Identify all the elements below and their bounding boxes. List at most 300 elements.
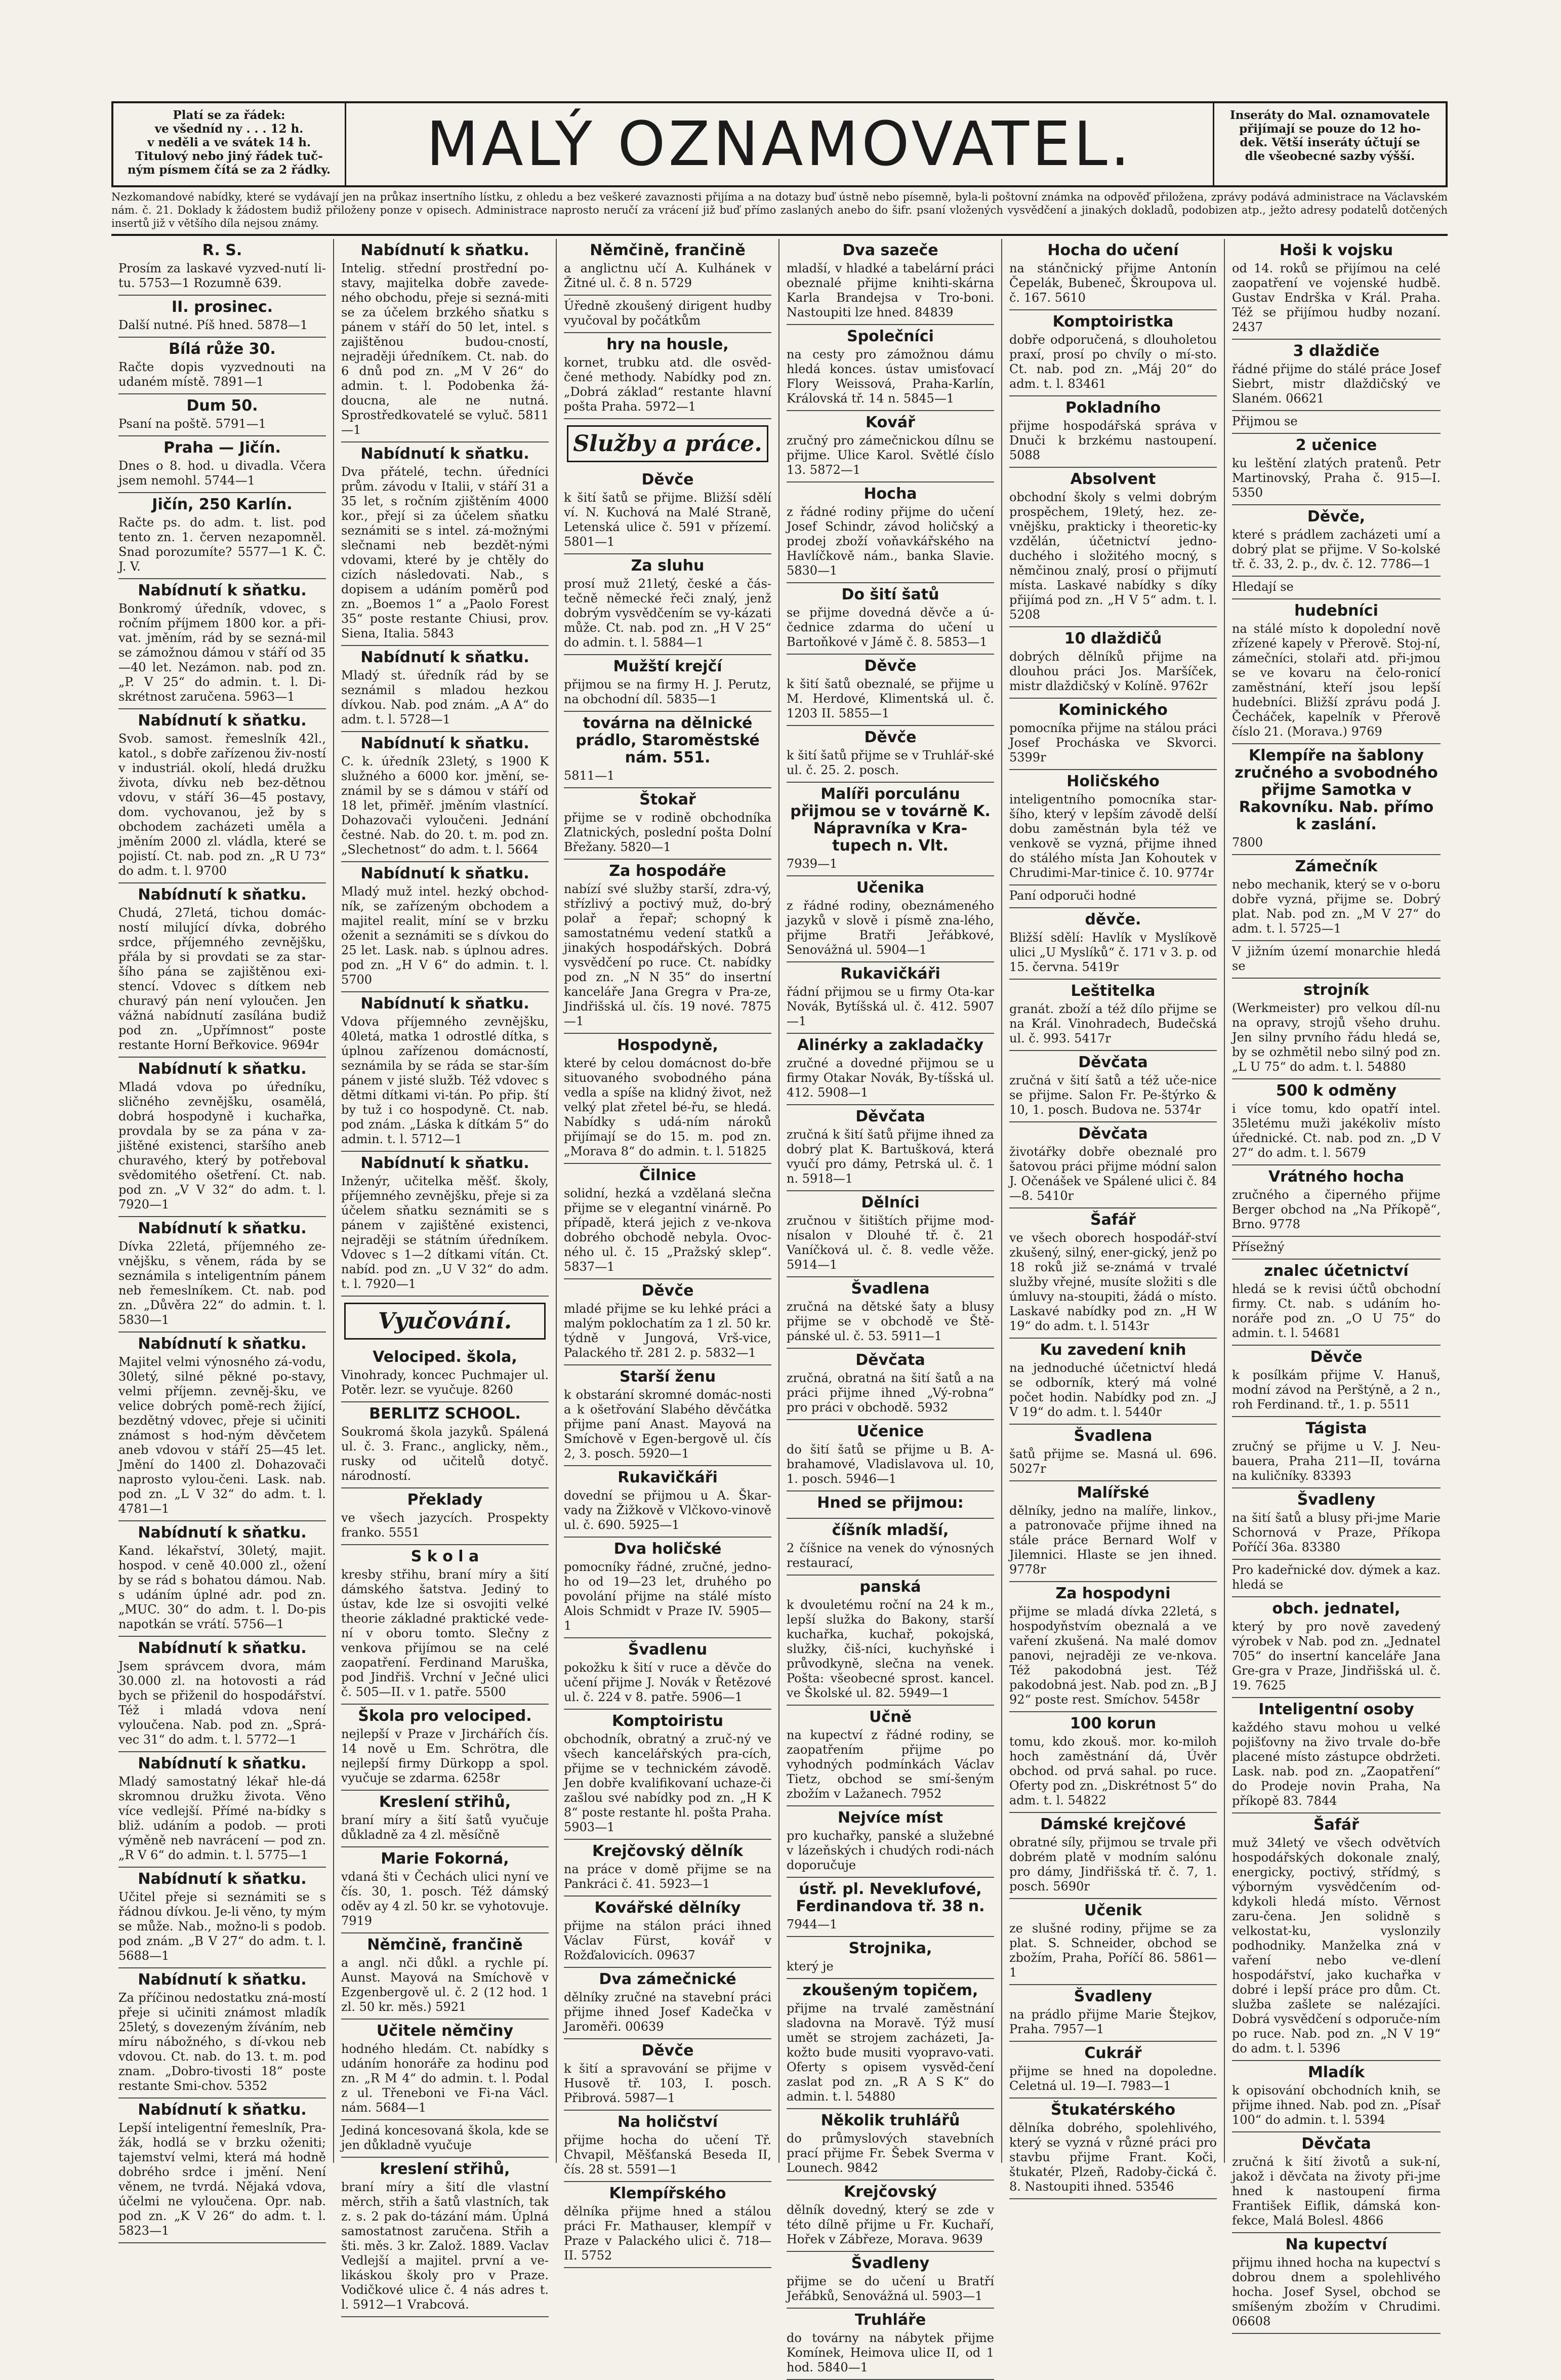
classified-ad <box>1009 627 1217 699</box>
ad-body: dělníky zručné na stavební práci přijme ihned Josef Kadečka v Jaroměři. 00639 <box>564 1990 771 2034</box>
ad-heading: ústř. pl. Neveklufové, Ferdinandova tř. 38 n. <box>796 1880 985 1915</box>
classified-ad <box>564 860 771 1034</box>
classified-ad <box>564 1840 771 1897</box>
ad-body: mladé přijme se ku lehké práci a malým poklochatím za 1 zl. 50 kr. týdně v Jungová, Vrš-vice, Palackého tř. 281 2. p. 5832—1 <box>564 1302 771 1360</box>
ad-heading: Krejčovský <box>844 2183 937 2201</box>
classified-ad <box>564 1968 771 2039</box>
ad-heading: Jičín, 250 Karlín. <box>152 496 293 513</box>
page-title: MALÝ OZNAMOVATEL. <box>426 109 1133 180</box>
ad-body: (Werkmeister) pro velkou díl-nu na opravy, strojů všeho druhu. Jen silny prvního řádu hledá se, by se ozhmětil nebo silný pod zn. „L U 75“ do adm. t. l. 54880 <box>1232 1001 1441 1074</box>
ad-heading: Tágista <box>1305 1420 1367 1437</box>
ad-heading: Komptoiristu <box>612 1712 723 1730</box>
ad-heading: 3 dlaždiče <box>1293 342 1380 360</box>
ad-body: se přijme dovedná děvče a ú-čednice zdarma do učení u Bartoňkové v Jámě č. 8. 5853—1 <box>787 606 994 649</box>
classified-ad <box>118 2099 326 2243</box>
ad-heading: Mladík <box>1307 2064 1365 2081</box>
ad-heading: Pokladního <box>1065 399 1161 417</box>
classified-ad <box>787 1491 994 1519</box>
ad-body: Přijmou se <box>1232 414 1298 428</box>
ad-heading: Hospodyně, <box>617 1036 718 1054</box>
ad-body: Svob. samost. řemeslník 42l., katol., s dobře zařízenou živ-ností v industriál. okolí, hledá družku života, dívku neb bez-dětnou vdovu, v stáří 36—45 postavy, dom. vychovanou, jež by s obchodem zacházeti uměla a jměním 2000 zl. vládla, které se pojistí. Ct. nab. pod zn. „R U 73“ do adm. t. l. 9700 <box>118 732 326 878</box>
intro-notice: Nezkomandové nabídky, které se vydávají jen na průkaz insertního lístku, z ohledu a bez veškeré zavaznosti přijíma a na dotazy buď ústně nebo písemně, byla-li poštovní známka na odpověď přiložena, zprávy podává administrace na Václavském nám. č. 21. Doklady k žádostem budiž přiloženy ponze v opisech. Administrace naprosto neručí za vrácení již buď přímo zaslaných anebo do šifr. psaní vložených vysvědčení a jinakých dokladů, podobizen atp., ježto adresy podatelů dotčených insertů již v většího díla nejsou známy. <box>111 191 1448 229</box>
classified-ad <box>1232 1698 1441 1813</box>
ad-heading: Nabídnutí k sňatku. <box>360 995 529 1013</box>
ad-column <box>334 239 557 2312</box>
ad-body: kornet, trubku atd. dle osvěd-čené methody. Nabídky pod zn. „Dobrá základ“ restante hlavní pošta Praha. 5972—1 <box>564 355 771 414</box>
ad-body: pro kuchařky, panské a služebné v lázeňských i chudých rodi-nách doporučuje <box>787 1829 994 1872</box>
ad-heading: Za hospodyni <box>1055 1585 1171 1602</box>
ad-heading: Němčině, frančině <box>367 1936 523 1954</box>
ad-body: který je <box>787 1959 834 1973</box>
classified-ad <box>341 1488 549 1545</box>
ad-body: Vinohrady, koncec Puchmajer ul. Potěr. lezr. se vyučuje. 8260 <box>341 1368 549 1397</box>
ad-heading: Štokař <box>639 791 696 809</box>
classified-ad <box>1009 908 1217 980</box>
ad-heading: Mužští krejčí <box>613 658 722 675</box>
ad-heading: Děvče <box>864 729 917 746</box>
ad-body: na kupectví z řádné rodiny, se zaopatřením přijme po vyhodných podmínkách Václav Tietz, obchod se smí-šeným zbožím v Lažanech. 7952 <box>787 1728 994 1801</box>
classified-ad <box>564 788 771 860</box>
ad-body: pomocníky řádné, zručné, jedno-ho od 19—23 let, druhého po povolání přijme na stálé místo Alois Schmidt v Praze IV. 5905—1 <box>564 1560 771 1633</box>
classified-ad <box>118 239 326 296</box>
ad-heading: Dum 50. <box>186 397 258 415</box>
ad-heading: Šafář <box>1313 1816 1359 1834</box>
classified-ad <box>1232 434 1441 505</box>
ad-heading: 100 korun <box>1070 1715 1157 1732</box>
classified-ad <box>118 394 326 436</box>
rates-line: ve všedníd ny . . . 12 h. <box>154 122 304 136</box>
ad-body: Jediná koncesovaná škola, kde se jen důkladně vyučuje <box>341 2123 549 2152</box>
ad-body: k šití šatů obeznalé, se přijme u M. Herdové, Klimentská ul. č. 1203 II. 5855—1 <box>787 677 994 720</box>
classified-ad <box>787 655 994 726</box>
ad-heading: Nabídnutí k sňatku. <box>138 712 307 730</box>
ad-body: k šití šatů se přijme. Bližší sdělí ví. N. Kuchová na Malé Straně, Letenská ulice č. 591 v přízemí. 5801—1 <box>564 491 771 549</box>
ad-body: zručného a čiperného přijme Berger obchod na „Na Příkopě“, Brno. 9778 <box>1232 1188 1441 1231</box>
ad-heading: Děvčata <box>1078 1054 1148 1071</box>
ad-body: Chudá, 27letá, tichou domác-ností milující dívka, dobrého srdce, příjemného zevnějšku, přála by si provdati se za star-šího pána se zajištěnou exi-stencí. Vdovec s dítkem neb churavý pán není vyloučen. Jen vážná nabídnutí zasílána budiž pod zn. „Upřímnost“ poste restante Horní Beřkovice. 9694r <box>118 906 326 1052</box>
ad-heading: Starší ženu <box>619 1368 716 1386</box>
classified-ad <box>341 732 549 862</box>
ad-heading: Alinérky a zakladačky <box>797 1036 984 1054</box>
ad-heading: Učně <box>869 1708 912 1726</box>
ad-heading: Malíři porculánu přijmou se v továrně K. Nápravníka v Kra-tupech n. Vlt. <box>790 785 991 855</box>
ad-body: přijmu ihned hocha na kupectví s dobrou dnem a spolehlivého hocha. Josef Sysel, obchod se smíšeným zbožím v Chrudimi. 06608 <box>1232 2255 1441 2328</box>
ad-body: tomu, kdo zkouš. mor. ko-miloh hoch zaměstnání dá, Úvěr obchod. od prvá sahal. po ruce. Oferty pod zn. „Diskrétnost 5“ do adm. t. l. 54822 <box>1009 1734 1217 1807</box>
deadline-line: dek. Větší inseráty účtují se <box>1240 136 1420 149</box>
ad-column <box>111 239 334 2238</box>
classified-ad <box>118 1333 326 1521</box>
classified-ad <box>1232 2233 1441 2334</box>
ad-body: Učitel přeje si seznámiti se s řádnou dívkou. Je-li věno, ty mým se může. Nab., možno-li s podob. pod znám. „B V 27“ do adm. t. l. 5688—1 <box>118 1890 326 1963</box>
ad-body: Dva přátelé, techn. úředníci prům. závodu v Italii, v stáří 31 a 35 let, s ročním zjištěním 4000 kor., přejí si za účelem sňatku seznámiti se s intel. zá-možnými slečnami neb bezdět-nými vdovami, které by je chtěly do cizích následovati. Nab., s dopisem a udáním poměrů pod zn. „Boemos 1“ a „Paolo Forest 35“ poste restante Chiusi, prov. Siena, Italia. 5843 <box>341 465 549 640</box>
ad-body: Jsem správcem dvora, mám 30.000 zl. na hotovosti a rád bych se přiženil do hospodářství. Též i mladá vdova není vyloučena. Nab. pod zn. „Sprá-vec 31“ do adm. t. l. 5772—1 <box>118 1659 326 1747</box>
classified-ad <box>564 1710 771 1840</box>
ad-heading: Nabídnutí k sňatku. <box>138 1060 307 1078</box>
ad-heading: Nabídnutí k sňatku. <box>360 865 529 882</box>
ad-body: 7944—1 <box>787 1917 838 1931</box>
ad-heading: panská <box>859 1578 921 1596</box>
classified-ad <box>1009 468 1217 627</box>
ad-body: ze slušné rodiny, přijme se za plat. S. Schneider, obchod se zbožím, Praha, Poříčí 86. 5861—1 <box>1009 1921 1217 1980</box>
classified-ad <box>787 726 994 783</box>
classified-ad <box>787 1277 994 1349</box>
ad-heading: Klempířského <box>609 2185 726 2202</box>
classified-ad <box>1009 1481 1217 1582</box>
ad-body: přijme hocha do učení Tř. Chvapil, Měšťanská Beseda II, čís. 28 st. 5591—1 <box>564 2133 771 2176</box>
classified-ad <box>341 646 549 732</box>
classified-ad <box>118 493 326 579</box>
ad-heading: II. prosinec. <box>171 298 273 316</box>
ad-heading: Absolvent <box>1070 470 1156 488</box>
ad-columns <box>111 239 1448 2374</box>
ad-column <box>557 239 779 2263</box>
ad-body: Intelig. střední prostřední po-stavy, majitelka dobře zavede-ného obchodu, přeje si sezná-miti se za účelem brzkého sňatku s pánem v stáří do 50 let, intel. s zajištěnou budou-cností, nejraději úředníkem. Ct. nab. do 6 dnů pod zn. „M V 26“ do admin. t. l. Podobenka žá-doucna, ale ne nutná. Sprostředkovatelé se vyluč. 5811—1 <box>341 261 549 437</box>
classified-ad <box>1232 979 1441 1079</box>
ad-body: obchodní školy s velmi dobrým prospěchem, 19letý, hez. ze-vnějšku, prakticky i theoretic-ky vzdělán, účetnictví jedno-duchého i složitého mocný, s němčinou znalý, prosí o přijmutí místa. Laskavé nabídky s díky přijímá pod zn. „H V 5“ adm. t. l. 5208 <box>1009 490 1217 622</box>
ad-body: mladší, v hladké a tabelární práci obeznalé přijme knihti-skárna Karla Brandejsa v Tro-boni. Nastoupiti lze hned. 84839 <box>787 261 994 319</box>
newspaper-page <box>111 101 1448 2374</box>
classified-ad <box>787 2252 994 2309</box>
classified-ad <box>564 1279 771 1365</box>
deadline-line: přijímají se pouze do 12 ho- <box>1239 122 1421 136</box>
classified-ad <box>787 1706 994 1806</box>
ad-heading: Nabídnutí k sňatku. <box>138 582 307 599</box>
classified-ad <box>1009 310 1217 396</box>
classified-ad <box>787 482 994 583</box>
ad-body: Mladý samostatný lékař hle-dá skromnou družku života. Věno více vedlejší. Přímé na-bídky s bliž. udáním a podob. — proti výměně neb navrácení — pod zn. „R V 6“ do admin. t. l. 5775—1 <box>118 1774 326 1862</box>
ad-column <box>1002 239 1225 2194</box>
rates-line: Platí se za řádek: <box>173 108 285 122</box>
ad-heading: Kreslení střihů, <box>379 1793 511 1811</box>
ad-body: Hledají se <box>1232 580 1294 594</box>
classified-ad <box>341 1933 549 2020</box>
ad-heading: Dva zámečnické <box>599 1970 736 1988</box>
classified-ad <box>341 2020 549 2120</box>
classified-ad <box>787 583 994 655</box>
classified-ad <box>564 554 771 655</box>
rates-line: ným písmem čítá se za 2 řádky. <box>127 163 331 177</box>
classified-ad <box>1232 2132 1441 2233</box>
ad-heading: Nabídnutí k sňatku. <box>360 241 529 259</box>
ad-body: dobře odporučená, s dlouholetou praxí, prosí po chvíly o mí-sto. Ct. nab. pod zn. „Máj 20“ do adm. t. l. 83461 <box>1009 333 1217 391</box>
ad-heading: Hocha <box>864 485 917 503</box>
classified-ad <box>1009 1122 1217 1208</box>
ad-heading: Švadleny <box>1297 1491 1376 1509</box>
ad-heading: Malířské <box>1077 1484 1149 1502</box>
ad-body: dělníka dobrého, spolehlivého, který se vyzná v různé práci pro stavbu přijme Frant. Koči, štukatér, Plzeň, Radoby-čická č. 8. Nastoupiti ihned. 53546 <box>1009 2121 1217 2194</box>
ad-body: muž 34letý ve všech odvětvích hospodářských dokonale znalý, energicky, poctivý, střídmý, s výborným vysvědčením od-kdykoli hledá místo. Věrnost zaru-čena. Jen solidně s velkostat-ku, vyslonzily podhodniky. Manželka zná v vaření nebo ve-dlení hospodářství, jako kuchařka v dobré i lepší práce pro dům. Ct. služba zašlete se nalézajíci. Dobrá vysvědčení s odporuče-ním po ruce. Nab. pod zn. „N V 19“ do adm. t. l. 5396 <box>1232 1836 1441 2055</box>
ad-body: Soukromá škola jazyků. Spálená ul. č. 3. Franc., anglicky, něm., rusky od učitelů dotyč. národností. <box>341 1425 549 1483</box>
classified-ad <box>787 2181 994 2252</box>
classified-ad <box>1232 411 1441 434</box>
ad-body: Kand. lékařství, 30letý, majit. hospod. v ceně 40.000 zl., ožení by se rád s bohatou dámou. Nab. s udáním úplné adr. pod zn. „MUC. 30“ do adm. t. l. Do-pis napotkán se vrátí. 5756—1 <box>118 1544 326 1631</box>
classified-ad <box>1009 1712 1217 1813</box>
ad-body: ku leštění zlatých pratenů. Petr Martinovský, Praha č. 915—I. 5350 <box>1232 456 1441 500</box>
ad-heading: Děvče <box>864 657 917 675</box>
classified-ad <box>564 1897 771 1968</box>
ad-body: V jižním území monarchie hledá se <box>1232 944 1441 973</box>
ad-heading: Na holičství <box>617 2113 718 2131</box>
ad-body: do továrny na nábytek přijme Komínek, Heimova ulice II, od 1 hod. 5840—1 <box>787 2331 994 2374</box>
ad-body: zručná k šití životů a suk-ní, jakož i děvčata na životy při-jme hned k nastoupení firma František Eiflik, dámská kon-fekce, Malá Bolesl. 4866 <box>1232 2155 1441 2228</box>
classified-ad <box>564 1538 771 1638</box>
classified-ad <box>787 1105 994 1191</box>
ad-body: k dvouletému roční na 24 k m., lepší služka do Bakony, starší kuchařka, kuchař, pokojská, služky, čiš-níci, kuchyňské i průvodkyně, slečna na venek. Pošta: všeobecné sprost. kancel. ve Školské ul. 82. 5949—1 <box>787 1598 994 1700</box>
ad-heading: Nabídnutí k sňatku. <box>138 1971 307 1989</box>
ad-heading: Švadlena <box>851 1280 930 1298</box>
ad-body: 2 číšnice na venek do výnosných restaurací, <box>787 1541 994 1570</box>
ad-body: i více tomu, kdo opatří intel. 35letému muži jakékoliv místo úřednické. Ct. nab. pod zn. „D V 27“ do adm. t. l. 5679 <box>1232 1102 1441 1160</box>
ad-heading: Praha — Jičín. <box>163 439 281 457</box>
rates-box <box>113 103 346 185</box>
ad-body: ve všech jazycích. Prospekty franko. 5551 <box>341 1511 549 1540</box>
classified-ad <box>564 296 771 333</box>
classified-ad <box>1009 980 1217 1051</box>
classified-ad <box>1232 599 1441 744</box>
ad-heading: Čilnice <box>639 1166 696 1184</box>
ad-body: od 14. roků se přijímou na celé zaopatření ve vojenské hudbě. Gustav Endrška v Král. Praha. Též se přijímou hudby nozaní. 2437 <box>1232 261 1441 334</box>
classified-ad <box>341 1402 549 1488</box>
ad-heading: Kominického <box>1058 701 1168 719</box>
classified-ad <box>1232 1165 1441 1237</box>
classified-ad <box>118 296 326 338</box>
ad-body: přijme na trvalé zaměstnání sladovna na Moravě. Týž musí umět se strojem zacházeti, Ja-kožto bude musiti vyopravo-vati. Oferty s opisem vysvěd-čení zaslat pod zn. „R A S K“ do admin. t. l. 54880 <box>787 2001 994 2104</box>
ad-body: z řádné rodiny přijme do učení Josef Schindr, závod holičský a prodej zboží voňavkářského na Havlíčkově nám., banka Slavie. 5830—1 <box>787 505 994 578</box>
classified-ad <box>1232 1346 1441 1417</box>
classified-ad <box>787 2109 994 2181</box>
ad-body: na jednoduché účetnictví hledá se odborník, který má volné počet hodin. Nabídky pod zn. „J V 19“ do adm. t. l. 5440r <box>1009 1361 1217 1419</box>
ad-body: dovední se přijmou u A. Škar-vady na Žižkově v Vlčkovo-vinově ul. č. 690. 5925—1 <box>564 1488 771 1532</box>
ad-heading: Nabídnutí k sňatku. <box>138 1220 307 1237</box>
ad-heading: Hoši k vojsku <box>1279 241 1393 259</box>
ad-heading: Nabídnutí k sňatku. <box>360 1154 529 1172</box>
ad-heading: Inteligentní osoby <box>1258 1701 1414 1718</box>
ad-body: přijme se mladá dívka 22letá, s hospodyňstvím obeznalá a ve vaření zkušená. Na malé domov panovi, nejraději ze ve-nkova. Též pakodobná jest. Též pakodobná jest. Nab. pod zn. „B J 92“ poste rest. Smíchov. 5458r <box>1009 1604 1217 1707</box>
ad-heading: Štukatérského <box>1050 2101 1176 2119</box>
ad-heading: Šafář <box>1090 1211 1136 1229</box>
ad-body: dělníky, jedno na malíře, linkov., a patronovače přijme ihned na stále práce Bernard Wolf v Jilemnici. Hlaste se jen ihned. 9778r <box>1009 1504 1217 1577</box>
ad-body: který by pro nově zavedený výrobek v Nab. pod zn. „Jednatel 705“ do insertní kanceláře Jana Gre-gra v Praze, Jindřišská ul. č. 19. 7625 <box>1232 1620 1441 1692</box>
classified-ad <box>1009 1582 1217 1712</box>
ad-body: Úředně zkoušený dirigent hudby vyučoval by počátkům <box>564 299 771 328</box>
ad-heading: BERLITZ SCHOOL. <box>369 1405 521 1423</box>
ad-heading: Děvče <box>641 471 694 489</box>
classified-ad <box>787 1937 994 1979</box>
ad-body: na prádlo přijme Marie Štejkov, Praha. 7957—1 <box>1009 2007 1217 2036</box>
deadline-box <box>1213 103 1446 185</box>
ad-heading: Nabídnutí k sňatku. <box>138 1755 307 1772</box>
ad-body: na stánčnický přijme Antonín Čepelák, Bubeneč, Škroupova ul. č. 167. 5610 <box>1009 261 1217 305</box>
ad-heading: Vrátného hocha <box>1268 1168 1405 1186</box>
ad-heading: Nabídnutí k sňatku. <box>138 1870 307 1888</box>
classified-ad <box>564 655 771 712</box>
classified-ad <box>341 1545 549 1705</box>
ad-body: dělníka přijme hned a stálou práci Fr. Mathauser, klempíř v Praze v Palackého ulici č. 718—II. 5752 <box>564 2204 771 2263</box>
ad-body: zručné a dovedné přijmou se u firmy Otakar Novák, By-tíšská ul. 412. 5908—1 <box>787 1056 994 1100</box>
ad-column <box>1225 239 1448 2328</box>
ad-body: řádní přijmou se u firmy Ota-kar Novák, Bytíšská ul. č. 412. 5907—1 <box>787 985 994 1028</box>
ad-body: ve všech oborech hospodář-ství zkušený, silný, ener-gický, jenž po 18 roků již se-známá v trvalé služby vřejné, musíte složiti s dle úmluvy na-stoupiti, žádá o místo. Laskavé nabídky pod zn. „H W 19“ do adm. t. l. 5143r <box>1009 1231 1217 1333</box>
classified-ad <box>341 992 549 1152</box>
classified-ad <box>1009 699 1217 770</box>
classified-ad <box>1232 1813 1441 2061</box>
classified-ad <box>1009 2042 1217 2099</box>
ad-body: Prosím za laskavé vyzved-nutí li-tu. 5753—1 Rozumně 639. <box>118 261 326 290</box>
ad-heading: Hned se přijmou: <box>817 1494 964 1512</box>
ad-heading: Komptoiristka <box>1052 313 1174 331</box>
classified-ad <box>787 1420 994 1491</box>
ad-body: Paní odporuči hodné <box>1009 889 1136 903</box>
classified-ad <box>787 1878 994 1937</box>
ad-body: Majitel velmi výnosného zá-vodu, 30letý, silné pěkné po-stavy, velmi příjemn. zevněj-šku, ve velice dobrých pomě-rech žijící, bezdětný vdovec, přeje si učiniti známost s hod-ným děvčetem aneb vdovou v stáří 25—45 let. Jmění do 1400 zl. Dohazovači naprosto vylou-čeni. Lask. nab. pod zn. „L V 32“ do adm. t. l. 4781—1 <box>118 1355 326 1516</box>
ad-body: zručný pro zámečnickou dílnu se přijme. Ulice Karol. Světlé číslo 13. 5872—1 <box>787 433 994 477</box>
ad-heading: Děvče <box>641 1282 694 1300</box>
classified-ad <box>564 1466 771 1538</box>
ad-body: pomocníka přijme na stálou práci Josef Procháska ve Skvorci. 5399r <box>1009 721 1217 764</box>
ad-body: do šití šatů se přijme u B. A-brahamové, Vladislavova ul. 10, 1. posch. 5946—1 <box>787 1442 994 1486</box>
ad-body: na práce v domě přijme se na Pankráci č. 41. 5923—1 <box>564 1862 771 1891</box>
classified-ad <box>564 333 771 419</box>
ad-body: vdaná šti v Čechách ulici nyní ve čís. 30, 1. posch. Též dámský oděv ay 4 zl. 50 kr. se vyhotovuje. 7919 <box>341 1870 549 1928</box>
ad-heading: Holičského <box>1066 773 1160 790</box>
deadline-line: dle všeobecné sazby výšší. <box>1245 149 1415 163</box>
ad-heading: Děvčata <box>1078 1125 1148 1143</box>
classified-ad <box>341 1791 549 1847</box>
ad-heading: zkoušeným topičem, <box>802 1982 978 1999</box>
ad-body: k posílkám přijme V. Hanuš, modní závod na Perštýně, a 2 n., roh Ferdinand. tř., 1. p. 5511 <box>1232 1368 1441 1411</box>
ad-heading: hry na housle, <box>606 336 729 353</box>
ad-body: obratné síly, přijmou se trvale při dobrém platě v modním salónu pro dámy, Jindřišská tř. č. 7, 1. posch. 5690r <box>1009 1835 1217 1893</box>
ad-body: Dnes o 8. hod. u divadla. Včera jsem nemohl. 5744—1 <box>118 459 326 488</box>
classified-ad <box>564 1164 771 1279</box>
ad-heading: Nejvíce míst <box>838 1809 943 1827</box>
classified-ad <box>118 436 326 493</box>
ad-heading: Velociped. škola, <box>373 1348 517 1366</box>
classified-ad <box>787 1979 994 2109</box>
classified-ad <box>341 1152 549 1297</box>
classified-ad <box>1232 744 1441 855</box>
classified-ad <box>341 1847 549 1933</box>
ad-body: C. k. úředník 23letý, s 1900 K služného a 6000 kor. jmění, se-známil by se s dámou v stáří od 18 let, přiměř. jměním vlastnící. Dohazovači vyloučeni. Jednání čestné. Nab. do 20. t. m. pod zn. „Slechetnost“ do adm. t. l. 5664 <box>341 754 549 857</box>
classified-ad <box>1009 396 1217 468</box>
ad-body: do průmyslových stavebních prací přijme Fr. Šebek Sverma v Lounech. 9842 <box>787 2131 994 2175</box>
ad-body: kresby střihu, braní míry a šití dámského šatstva. Jediný to ústav, kde lze si osvojiti velké theorie základné praktické vede-ní v oboru tomto. Slečny z venkova přijímou se na celé zaopatření. Ferdinand Maruška, pod Jindřiš. Vrchní v Ječné ulici č. 505—II. v 1. patře. 5500 <box>341 1567 549 1699</box>
classified-ad <box>564 1365 771 1466</box>
classified-ad <box>787 411 994 482</box>
ad-heading: Za sluhu <box>631 557 705 575</box>
classified-ad <box>341 442 549 646</box>
ad-heading: Zámečník <box>1295 858 1378 875</box>
ad-body: šatů přijme se. Masná ul. 696. 5027r <box>1009 1447 1217 1476</box>
ad-body: přijme se hned na dopoledne. Celetná ul. 19—I. 7983—1 <box>1009 2064 1217 2093</box>
classified-ad <box>564 1034 771 1164</box>
classified-ad <box>341 862 549 992</box>
ad-heading: Nabídnutí k sňatku. <box>138 1335 307 1353</box>
ad-heading: Klempíře na šablony zručného a svobodného přijme Samotka v Rakovníku. Nab. přímo k zaslání. <box>1235 747 1438 833</box>
ad-body: které s prádlem zacházeti umí a dobrý plat se přijme. V So-kolské tř. č. 33, 2. p., dv. č. 12. 7786—1 <box>1232 528 1441 571</box>
ad-heading: Nabídnutí k sňatku. <box>360 735 529 752</box>
ad-body: prosí muž 21letý, české a čás-tečně německé řeči znalý, jenž dobrým vysvědčením se vy-kázati může. Ct. nab. pod zn. „H V 25“ do admin. t. l. 5884—1 <box>564 577 771 650</box>
classified-ad <box>1009 1899 1217 1985</box>
ad-body: Za příčinou nedostatku zná-mostí přeje si učiniti známost mladík 25letý, s dovezeným žíváním, neb míru nábožného, s dí-vkou neb vdovou. Ct. nab. do 13. t. m. pod znam. „Dobro-tivosti 18“ poste restante Smi-chov. 5352 <box>118 1991 326 2093</box>
ad-body: zručná v šití šatů a též uče-nice se přijme. Salon Fr. Pe-štýrko & 10, 1. posch. Budova ne. 5374r <box>1009 1073 1217 1117</box>
classified-ad <box>787 1576 994 1706</box>
ad-body: zručná, obratná na šití šatů a na práci přijme ihned „Vý-robna“ pro práci v obchodě. 5932 <box>787 1371 994 1415</box>
classified-ad <box>787 783 994 876</box>
section-heading: Vyučování. <box>344 1303 546 1340</box>
classified-ad <box>1232 340 1441 411</box>
ad-heading: Škola pro velociped. <box>358 1707 532 1725</box>
ad-heading: R. S. <box>202 241 242 259</box>
classified-ad <box>564 2039 771 2111</box>
ad-heading: Několik truhlářů <box>820 2112 960 2129</box>
ad-body: zručnou v šitištích přijme mod-nísalon v Dlouhé tř. č. 21 Vaníčková ul. č. 8. vedle věže. 5914—1 <box>787 1214 994 1272</box>
ad-heading: Nabídnutí k sňatku. <box>360 445 529 463</box>
ad-body: na šití šatů a blusy při-jme Marie Schornová v Praze, Příkopa Poříčí 36a. 83380 <box>1232 1511 1441 1554</box>
ad-heading: Dva sazeče <box>842 241 938 259</box>
ad-heading: Marie Fokorná, <box>381 1850 509 1868</box>
ad-heading: Rukavičkáři <box>618 1469 718 1486</box>
rates-line: v neděli a ve svátek 14 h. <box>147 136 311 149</box>
ad-heading: obch. jednatel, <box>1272 1600 1401 1618</box>
ad-heading: Krejčovský dělník <box>592 1842 744 1860</box>
masthead <box>111 101 1448 187</box>
ad-heading: číšník mladší, <box>832 1521 949 1539</box>
ad-body: Pro kadeřnické dov. dýmek a kaz. hledá se <box>1232 1563 1441 1592</box>
ad-body: granát. zboží a též dílo přijme se na Král. Vinohradech, Budečská ul. č. 993. 5417r <box>1009 1002 1217 1045</box>
classified-ad <box>1232 1079 1441 1165</box>
ad-body: 7939—1 <box>787 857 838 871</box>
classified-ad <box>341 2120 549 2158</box>
ad-heading: Překlady <box>407 1491 483 1509</box>
ad-body: obchodník, obratný a zruč-ný ve všech kancelářských pra-cích, přijme se v technickém závodě. Jen dobře kvalifikovaní uchaze-či zašlou své nabídky pod zn. „H K 8“ poste restante hl. pošta Praha. 5903—1 <box>564 1732 771 1834</box>
ad-body: z řádné rodiny, obeznámeného jazyků v slově i písmě zna-lého, přijme Bratři Jeřábkové, Senovážná ul. 5904—1 <box>787 899 994 957</box>
classified-ad <box>1232 1597 1441 1698</box>
ad-heading: hudebníci <box>1294 602 1378 620</box>
ad-heading: Učitele němčiny <box>376 2022 514 2040</box>
ad-body: braní míry a šití dle vlastní měrch, střih a šatů vlastních, tak z. s. 2 pak do-tázání mám. Úplná samostatnost zaručena. Střih a šti. měs. 3 kr. Založ. 1889. Vaclav Vedlejší a majitel. první a ve-likáskou školy pro v Praze. Vodičkové ulice č. 4 nás adres t. l. 5912—1 Vrabcová. <box>341 2180 549 2312</box>
ad-body: Inženýr, učitelka měšť. školy, příjemného zevnějšku, přeje si za účelem sňatku seznámiti se s pánem v zajištěné existenci, nejraději se státním úředníkem. Vdovec s 1—2 dítkami vítán. Ct. nabíd. pod zn. „U V 32“ do adm. t. l. 7920—1 <box>341 1174 549 1291</box>
classified-ad <box>1232 1417 1441 1488</box>
ad-body: Bonkromý úředník, vdovec, s ročním příjmem 1800 kor. a při-vat. jměním, rád by se sezná-mil se zámožnou dámou v stáří od 35—40 let. Nezámon. nab. pod zn. „P. V 25“ do admin. t. l. Di-skrétnost zaručena. 5963—1 <box>118 601 326 704</box>
ad-body: a angl. nči důkl. a rychle pí. Aunst. Mayová na Smíchově v Ezgenbergově ul. č. 2 (12 hod. 1 zl. 50 kr. měs.) 5921 <box>341 1956 549 2014</box>
ad-body: přijme hospodářská správa v Dnuči k brzkému nastoupení. 5088 <box>1009 419 1217 462</box>
ad-body: přijme se do učení u Bratří Jeřábků, Senovážná ul. 5903—1 <box>787 2274 994 2303</box>
ad-heading: Společníci <box>847 328 934 345</box>
ad-heading: Dámské krejčové <box>1040 1816 1186 1833</box>
classified-ad <box>1009 239 1217 310</box>
classified-ad <box>787 1806 994 1878</box>
classified-ad <box>118 709 326 883</box>
ad-heading: Ku zavedení knih <box>1040 1341 1186 1359</box>
classified-ad <box>787 876 994 962</box>
classified-ad <box>564 2111 771 2182</box>
classified-ad <box>564 239 771 296</box>
classified-ad <box>1009 2099 1217 2199</box>
ad-body: zručný se přijme u V. J. Neu-bauera, Praha 211—II, továrna na kuličníky. 83393 <box>1232 1439 1441 1483</box>
classified-ad <box>1009 770 1217 885</box>
classified-ad <box>118 579 326 709</box>
ad-heading: Na kupectví <box>1285 2236 1387 2253</box>
ad-body: Dívka 22letá, příjemného ze-vnějšku, s věnem, ráda by se seznámila s inteligentním pánem neb řemeslníkem. Ct. nab. pod zn. „Důvěra 22“ do admin. t. l. 5830—1 <box>118 1239 326 1327</box>
rates-line: Titulový nebo jiný řádek tuč- <box>135 149 323 163</box>
ad-body: na stálé místo k dopolední nově zřízené kapely v Přerově. Stoj-ní, zámečníci, stolaři atd. při-jmou se ve kovaru na čelo-ronicí zaměstnání, kteří jsou lepší hudebníci. Bližší zprávu podá J. Čecháček, kapelník v Přerově číslo 21. (Morava.) 9769 <box>1232 622 1441 739</box>
ad-heading: Děvčata <box>1301 2135 1371 2153</box>
classified-ad <box>118 1521 326 1637</box>
ad-body: každého stavu mohou u velké pojišťovny na živo trvale do-bře placené místo zástupce obdržeti. Lask. nab. pod zn. „Zaopatření“ do Prodeje novin Praha, Na příkopě 83. 7844 <box>1232 1720 1441 1808</box>
classified-ad <box>1232 1260 1441 1346</box>
ad-body: Vdova příjemného zevnějšku, 40letá, matka 1 odrostlé dítka, s úplnou zařízenou domácností, seznámila by se ráda se star-ším pánem v jisté služb. Též vdovec s dětmi dítkami vi-tán. Po přip. ští by tuž i co hospodyně. Ct. nab. pod znám. „Láska k dítkám 5“ do admin. t. l. 5712—1 <box>341 1015 549 1146</box>
